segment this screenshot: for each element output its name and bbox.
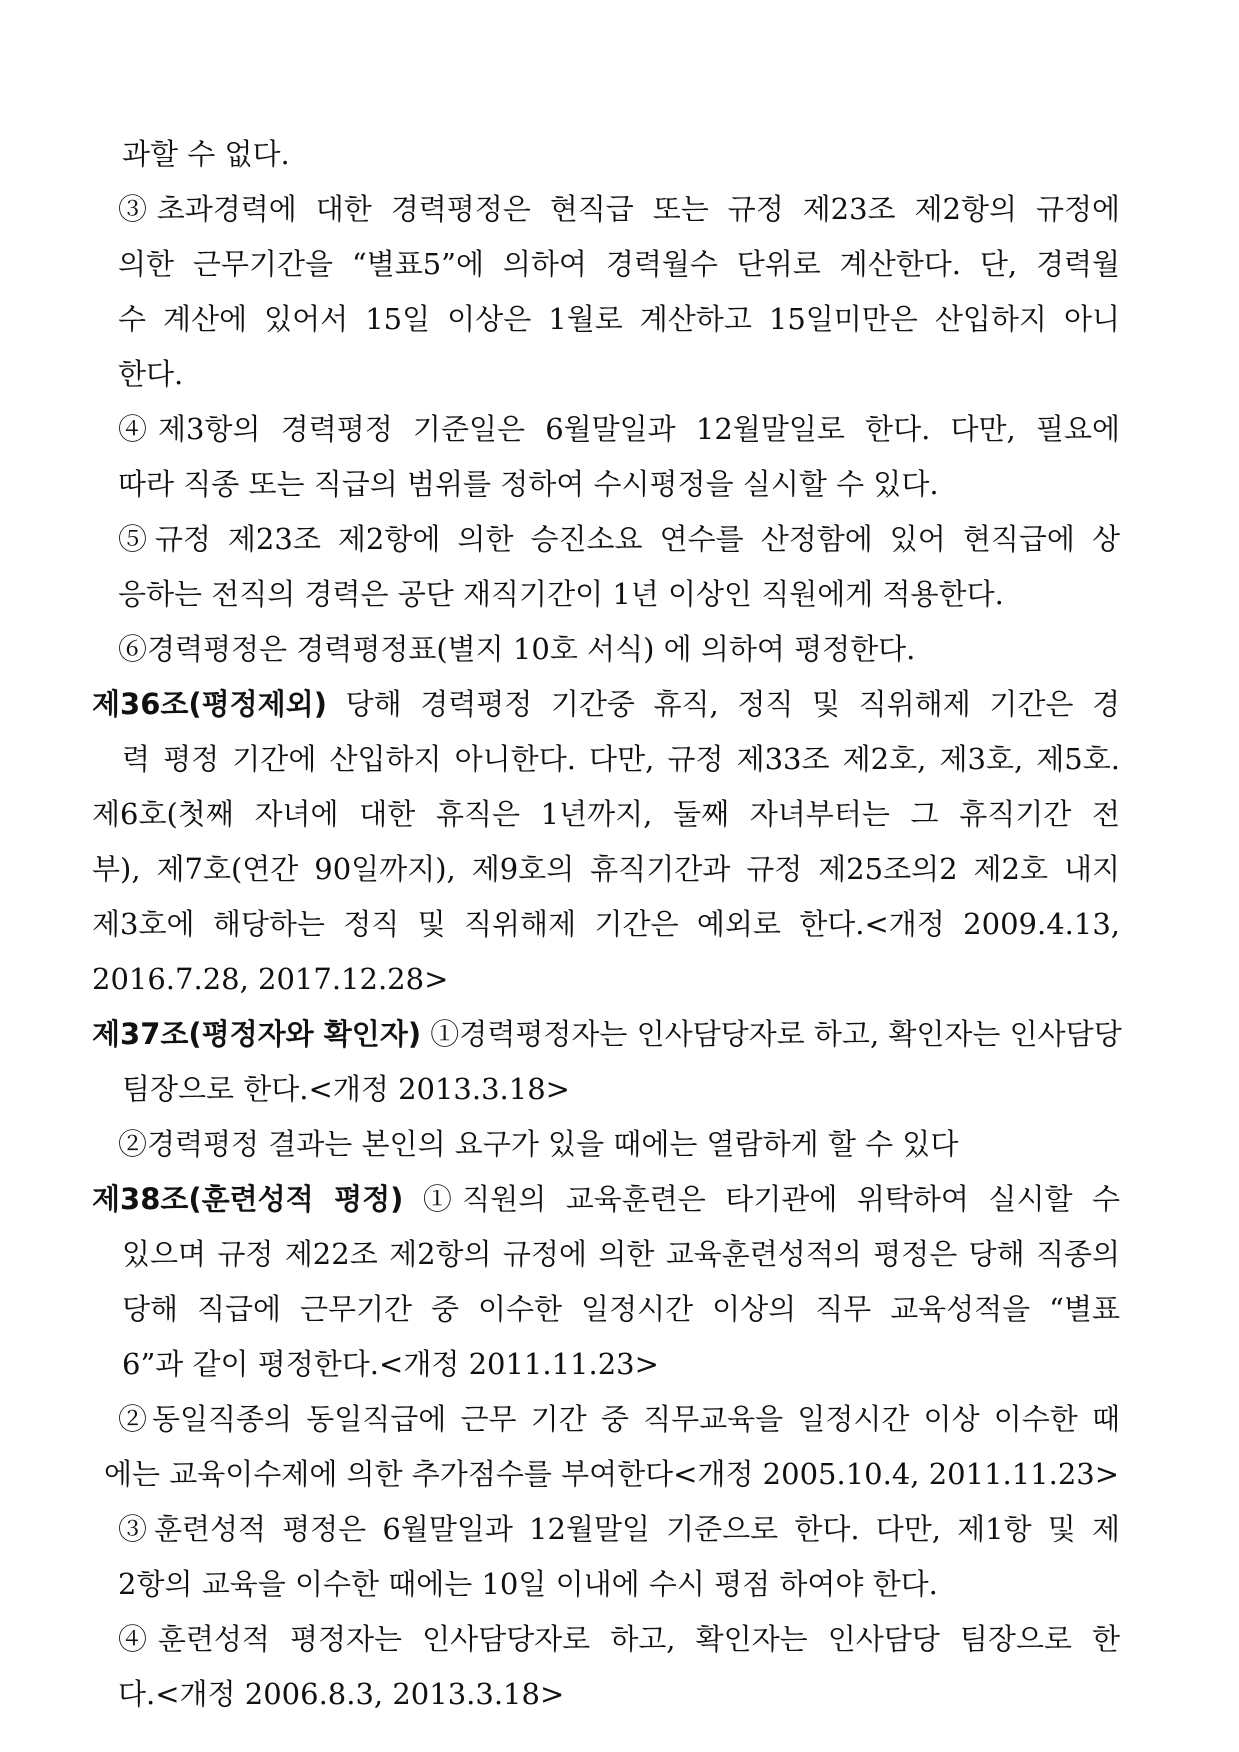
text-line: ③훈련성적 평정은 6월말일과 12월말일 기준으로 한다. 다만, 제1항 및 제 [118,1512,1120,1546]
text-line: 따라 직종 또는 직급의 범위를 정하여 수시평정을 실시할 수 있다. [118,467,939,501]
text-line: 응하는 전직의 경력은 공단 재직기간이 1년 이상인 직원에게 적용한다. [118,577,1004,611]
text-line: 에는 교육이수제에 의한 추가점수를 부여한다<개정 2005.10.4, 2011.11.23> [104,1457,1120,1491]
text-line: ④훈련성적 평정자는 인사담당자로 하고, 확인자는 인사담당 팀장으로 한 [118,1622,1120,1656]
text-line: ⑥경력평정은 경력평정표(별지 10호 서식) 에 의하여 평정한다. [118,632,916,666]
text-line: 2항의 교육을 이수한 때에는 10일 이내에 수시 평점 하여야 한다. [118,1567,938,1601]
article-heading: 제37조(평정자와 확인자) [92,1017,422,1051]
text-line: 제3호에 해당하는 정직 및 직위해제 기간은 예외로 한다.<개정 2009.4.13, [92,907,1120,941]
text-line: 수 계산에 있어서 15일 이상은 1월로 계산하고 15일미만은 산입하지 아니 [118,302,1120,336]
text-line: ⑤규정 제23조 제2항에 의한 승진소요 연수를 산정함에 있어 현직급에 상 [118,522,1120,556]
text-line: ③초과경력에 대한 경력평정은 현직급 또는 규정 제23조 제2항의 규정에 [118,192,1120,226]
text-line: 당해 직급에 근무기간 중 이수한 일정시간 이상의 직무 교육성적을 “별표 [122,1292,1120,1326]
article-37-line: 제37조(평정자와 확인자) ①경력평정자는 인사담당자로 하고, 확인자는 인사담당 [92,1017,1122,1051]
text-line: 과할 수 없다. [122,137,290,171]
text-line: 6”과 같이 평정한다.<개정 2011.11.23> [122,1347,659,1381]
text-line: 있으며 규정 제22조 제2항의 규정에 의한 교육훈련성적의 평정은 당해 직종의 [122,1237,1120,1271]
text-line: 력 평정 기간에 산입하지 아니한다. 다만, 규정 제33조 제2호, 제3호, 제5호. [122,742,1120,776]
article-heading: 제36조(평정제외) [92,687,327,721]
text-line: 2016.7.28, 2017.12.28> [92,962,449,996]
text-line: 한다. [118,357,184,391]
text-line: 팀장으로 한다.<개정 2013.3.18> [122,1072,570,1106]
text-line: 의한 근무기간을 “별표5”에 의하여 경력월수 단위로 계산한다. 단, 경력월 [118,247,1120,281]
text-line: ②경력평정 결과는 본인의 요구가 있을 때에는 열람하게 할 수 있다 [118,1127,959,1161]
text-line: 부), 제7호(연간 90일까지), 제9호의 휴직기간과 규정 제25조의2 제2호 내지 [92,852,1120,886]
article-38-line: 제38조(훈련성적 평정) ①직원의 교육훈련은 타기관에 위탁하여 실시할 수 [92,1182,1121,1216]
text-line: ④제3항의 경력평정 기준일은 6월말일과 12월말일로 한다. 다만, 필요에 [118,412,1120,446]
article-heading: 제38조(훈련성적 평정) [92,1182,404,1216]
article-36-line: 제36조(평정제외) 당해 경력평정 기간중 휴직, 정직 및 직위해제 기간은 경 [92,687,1120,721]
text-line: ②동일직종의 동일직급에 근무 기간 중 직무교육을 일정시간 이상 이수한 때 [118,1402,1120,1436]
text-line: 제6호(첫째 자녀에 대한 휴직은 1년까지, 둘째 자녀부터는 그 휴직기간 전 [92,797,1120,831]
text-line: 다.<개정 2006.8.3, 2013.3.18> [118,1677,565,1711]
